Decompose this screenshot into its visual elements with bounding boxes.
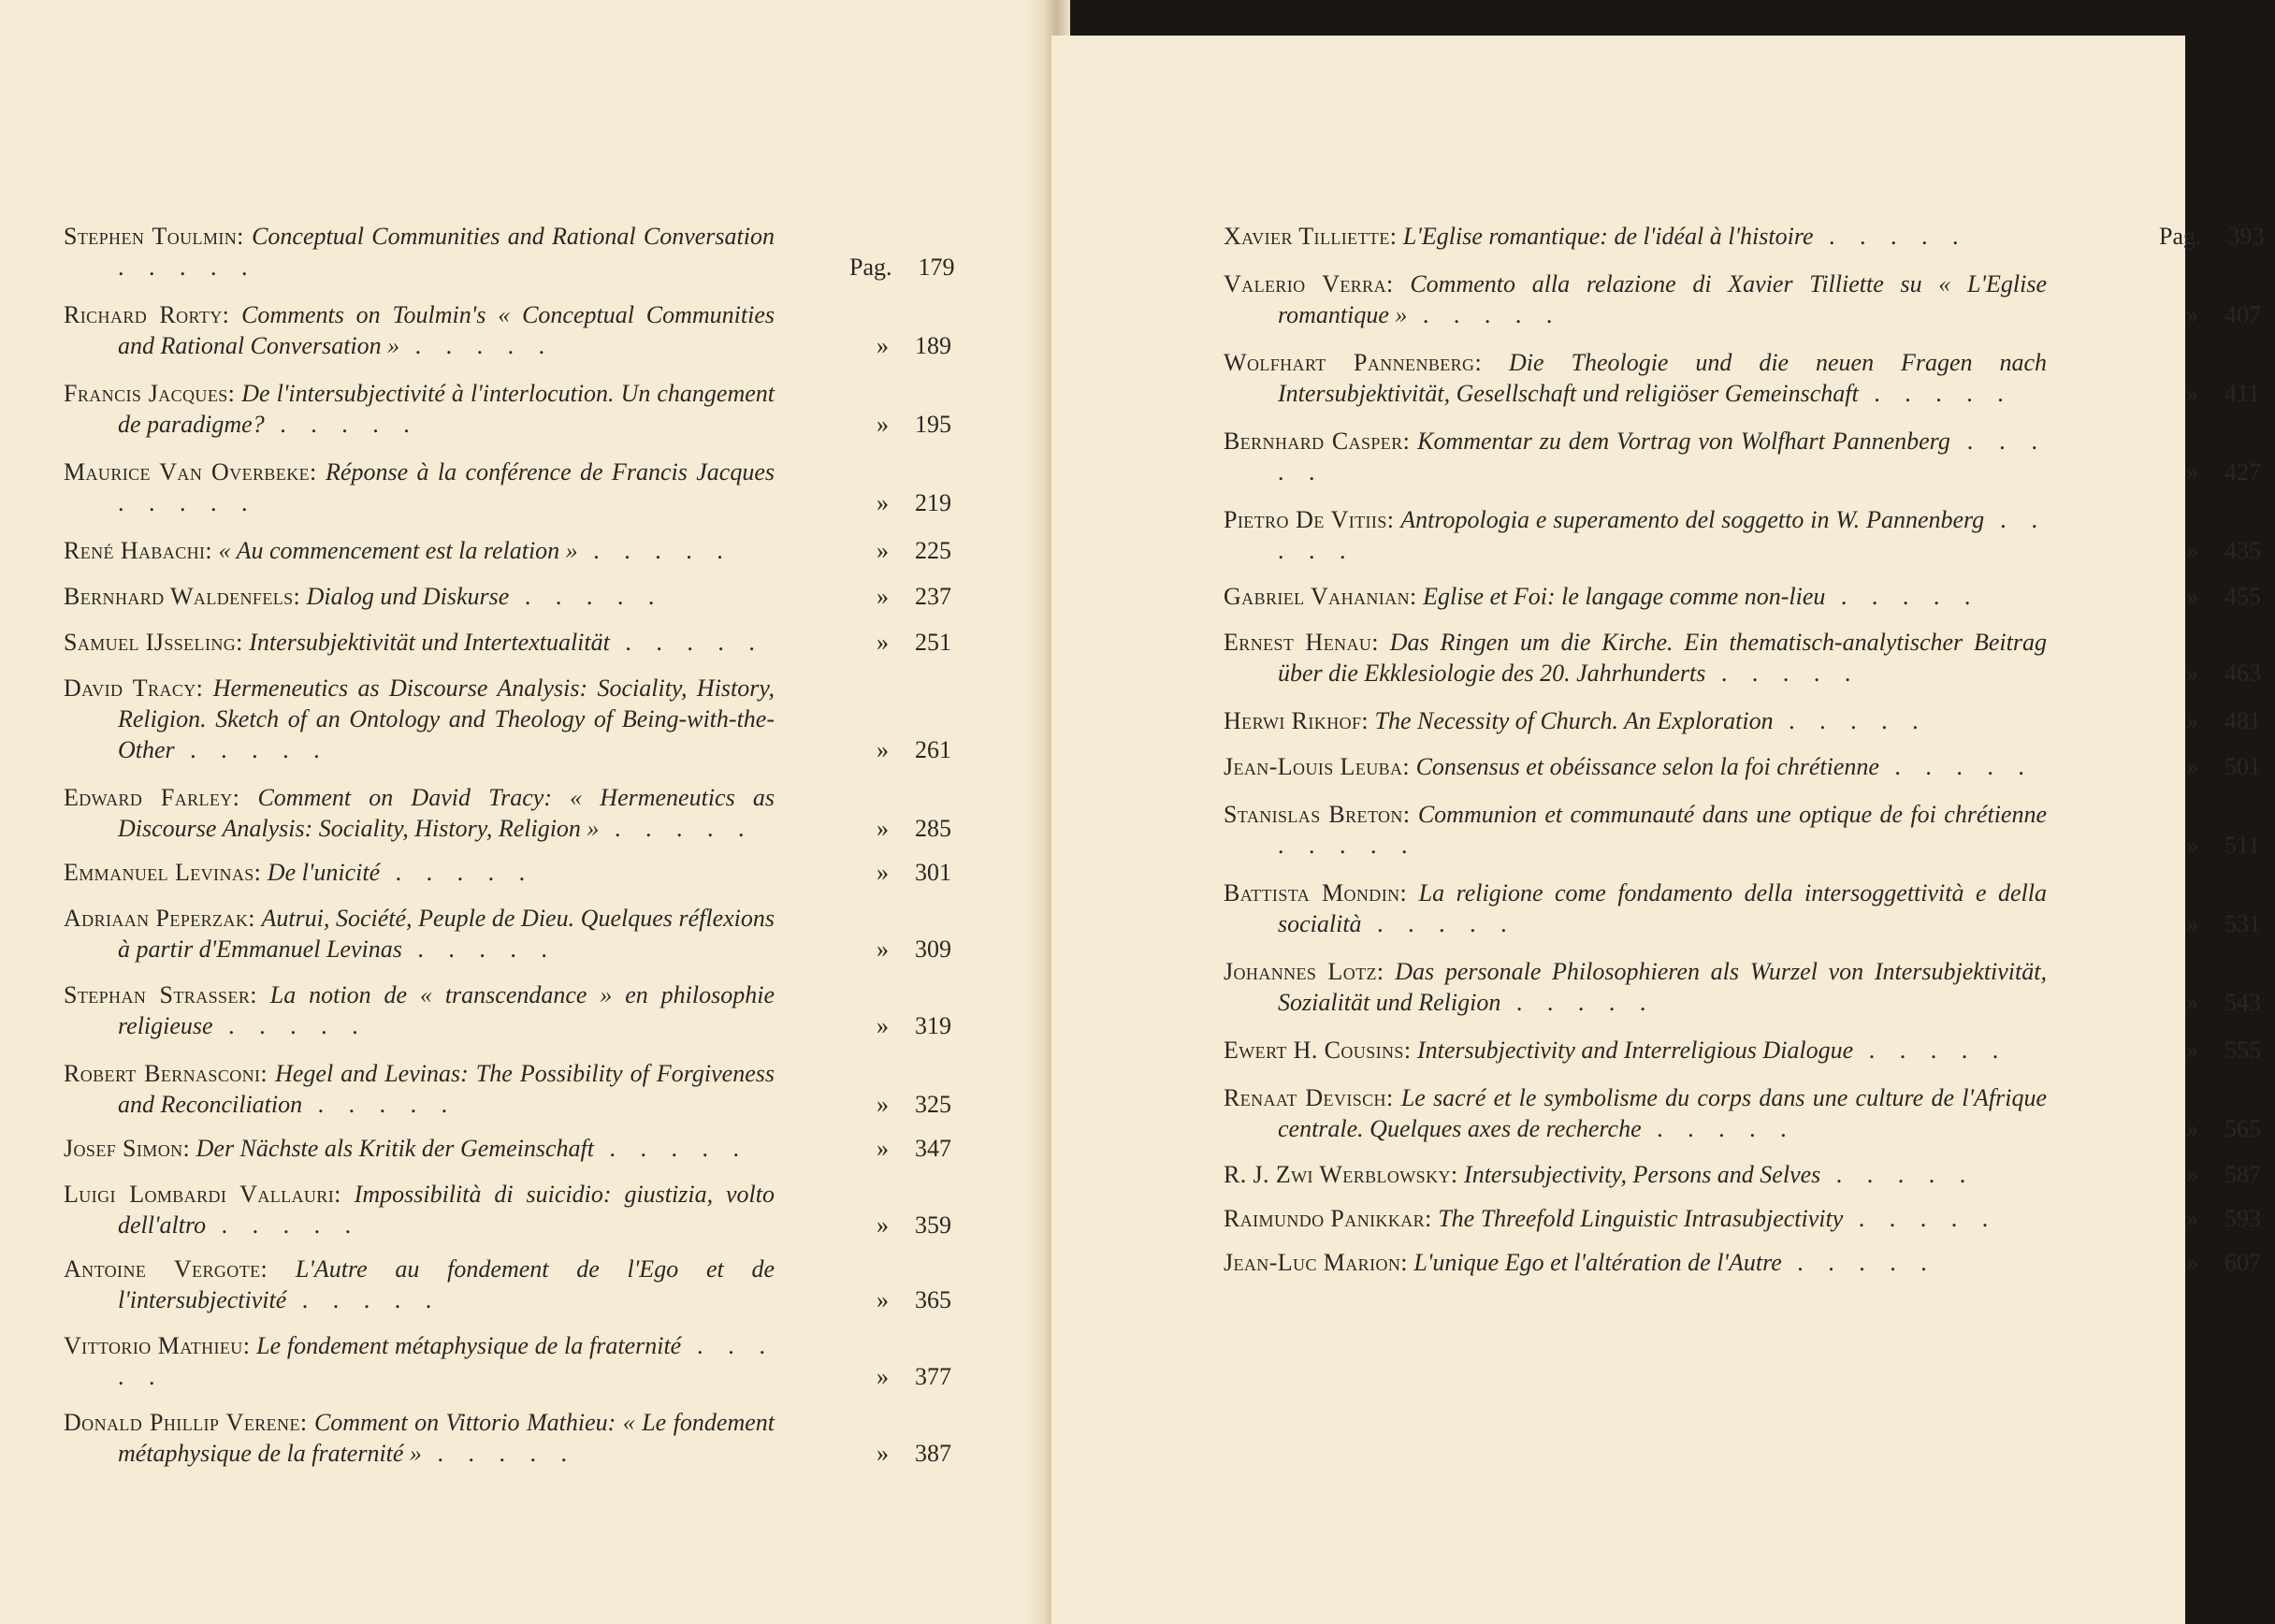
toc-entry [1224, 1159, 2261, 1190]
page-number: 463 [2224, 660, 2261, 687]
page-marker: » [877, 736, 889, 763]
work-title: Consensus et obéissance selon la foi chrétienne [1415, 753, 1879, 780]
toc-entry-text [64, 1058, 906, 1120]
page-reference [2159, 1113, 2271, 1144]
page-number: 377 [915, 1363, 951, 1390]
toc-entry-text [64, 535, 906, 566]
author-name: Donald Phillip Verene: [64, 1409, 308, 1436]
page-marker: » [877, 583, 889, 610]
author-name: David Tracy: [64, 674, 204, 702]
page-number: 237 [915, 583, 951, 610]
work-title: Hegel and Levinas: The Possibility of Forgiveness and Reconciliation [118, 1060, 775, 1118]
toc-entry [64, 1330, 951, 1392]
work-title: Comment on Vittorio Mathieu: « Le fondement métaphysique de la fraternité » [118, 1409, 775, 1467]
toc-entry-text [64, 1179, 906, 1240]
page-reference [2159, 1247, 2271, 1278]
toc-entry-text [1224, 799, 2178, 861]
page-reference [2159, 830, 2271, 861]
author-name: Pietro De Vitiis: [1224, 506, 1395, 533]
page-reference [849, 934, 962, 964]
work-title: L'Autre au fondement de l'Ego et de l'intersubjectivité [118, 1255, 775, 1313]
toc-entry-text [1224, 1082, 2178, 1144]
leader-dots: . . . . . [380, 859, 535, 886]
page-reference [849, 1361, 962, 1392]
leader-dots: . . . . . [401, 935, 557, 963]
page-reference [849, 627, 962, 658]
work-title: Dialog und Diskurse [306, 583, 510, 610]
page-marker: » [2186, 753, 2198, 780]
author-name: Samuel IJsseling: [64, 629, 243, 656]
author-name: Xavier Tilliette: [1224, 223, 1398, 250]
author-name: Vittorio Mathieu: [64, 1332, 251, 1359]
author-name: Adriaan Peperzak: [64, 905, 255, 932]
toc-entry [1224, 504, 2261, 566]
page-number: 179 [918, 254, 955, 281]
page-reference [849, 1284, 962, 1315]
toc-entry [1224, 581, 2261, 612]
toc-entry [1224, 347, 2261, 409]
work-title: De l'unicité [267, 859, 381, 886]
page-marker: » [877, 1363, 889, 1390]
toc-entry [64, 457, 951, 518]
page-marker: » [2186, 458, 2198, 486]
author-name: Antoine Vergote: [64, 1255, 268, 1283]
toc-entry-text [1224, 581, 2178, 612]
toc-entry-text [1224, 268, 2178, 330]
page-reference [2159, 987, 2271, 1018]
leader-dots: . . . . . [1813, 223, 1968, 250]
page-number: 501 [2224, 753, 2261, 780]
author-name: Stephen Toulmin: [64, 223, 244, 250]
page-reference [2159, 581, 2271, 612]
page-number: 555 [2224, 1037, 2261, 1064]
author-name: Stanislas Breton: [1224, 801, 1411, 828]
toc-entry-text [1224, 1203, 2178, 1234]
leader-dots: . . . . . [1773, 707, 1928, 734]
page-reference [2159, 378, 2271, 409]
page-reference [849, 1010, 962, 1041]
toc-entry [64, 979, 951, 1041]
toc-entry-text [64, 1407, 906, 1469]
leader-dots: . . . . . [421, 1440, 576, 1467]
page-marker: » [877, 537, 889, 564]
toc-entry-text [1224, 347, 2178, 409]
work-title: Der Nächste als Kritik der Gemeinschaft [196, 1135, 594, 1162]
page-number: 189 [915, 332, 951, 359]
leader-dots: . . . . . [174, 736, 329, 763]
page-number: 365 [915, 1286, 951, 1313]
leader-dots: . . . . . [1500, 989, 1656, 1016]
page-marker: » [2186, 660, 2198, 687]
work-title: Antropologia e superamento del soggetto in W. Pannenberg [1400, 506, 1985, 533]
work-title: Intersubjektivität und Intertextualität [249, 629, 610, 656]
author-name: Gabriel Vahanian: [1224, 583, 1417, 610]
author-name: Maurice Van Overbeke: [64, 458, 317, 486]
page-number: 435 [2224, 537, 2261, 564]
toc-entry-text [64, 299, 906, 361]
toc-entry-text [64, 782, 906, 844]
author-name: Renaat Devisch: [1224, 1084, 1394, 1111]
toc-entry [64, 857, 951, 888]
page-reference [849, 857, 962, 888]
page-number: 411 [2224, 380, 2261, 407]
page-marker: » [2186, 537, 2198, 564]
leader-dots: . . . . . [264, 411, 419, 438]
toc-entry [1224, 268, 2261, 330]
work-title: Impossibilità di suicidio: giustizia, volto dell'altro [118, 1181, 775, 1239]
page-marker: » [2186, 583, 2198, 610]
leader-dots: . . . . . [1641, 1115, 1796, 1142]
page-reference [849, 535, 962, 566]
work-title: Réponse à la conférence de Francis Jacques [326, 458, 775, 486]
page-marker: » [2186, 989, 2198, 1016]
leader-dots: . . . . . [206, 1211, 361, 1239]
toc-entry [1224, 1082, 2261, 1144]
work-title: L'Eglise romantique: de l'idéal à l'histoire [1402, 223, 1814, 250]
leader-dots: . . . . . [609, 629, 764, 656]
work-title: Le sacré et le symbolisme du corps dans une culture de l'Afrique centrale. Quelques axes de recherche [1278, 1084, 2048, 1142]
work-title: La notion de « transcendance » en philosophie religieuse [118, 981, 775, 1039]
page-reference [849, 1089, 962, 1120]
leader-dots: . . . . . [118, 1332, 775, 1390]
page-marker: » [2186, 380, 2198, 407]
leader-dots: . . . . . [1361, 910, 1516, 937]
work-title: La religione come fondamento della intersoggettività e della socialità [1278, 879, 2047, 937]
page-number: 319 [915, 1012, 951, 1039]
leader-dots: . . . . . [509, 583, 664, 610]
page-marker: » [2186, 832, 2198, 859]
page-marker: » [2186, 1037, 2198, 1064]
page-number: 359 [915, 1211, 951, 1239]
toc-entry-text [1224, 504, 2178, 566]
work-title: Kommentar zu dem Vortrag von Wolfhart Pannenberg [1417, 428, 1950, 455]
toc-entry-text [64, 581, 906, 612]
author-name: Herwi Rikhof: [1224, 707, 1369, 734]
page-marker: » [877, 1286, 889, 1313]
toc-entry [64, 782, 951, 844]
toc-entry-text [64, 627, 906, 658]
page-marker: » [877, 1135, 889, 1162]
leader-dots: . . . . . [302, 1091, 457, 1118]
work-title: Das Ringen um die Kirche. Ein thematisch-analytischer Beitrag über die Ekklesiologie des 20. Jahrhunderts [1278, 629, 2047, 687]
toc-entry [1224, 627, 2261, 689]
leader-dots: . . . . . [1705, 660, 1861, 687]
toc-entry-text [64, 903, 906, 964]
page-number: 593 [2224, 1205, 2261, 1232]
toc-entry [1224, 1035, 2261, 1066]
toc-entry [64, 627, 951, 658]
toc-entry [1224, 956, 2261, 1018]
toc-entry [64, 1179, 951, 1240]
toc-entry-text [1224, 956, 2178, 1018]
page-marker: » [877, 1211, 889, 1239]
leader-dots: . . . . . [1825, 583, 1980, 610]
page-marker: Pag. [2159, 223, 2202, 250]
work-title: Hermeneutics as Discourse Analysis: Sociality, History, Religion. Sketch of an Ontology and Theology of Being-with-the-Other [118, 674, 775, 763]
page-reference [2159, 908, 2271, 939]
toc-entry [1224, 705, 2261, 736]
leader-dots: . . . . . [1781, 1249, 1936, 1276]
toc-entry-text [1224, 877, 2178, 939]
toc-entry-text [64, 457, 906, 518]
toc-entry [64, 1407, 951, 1469]
page-marker: » [877, 815, 889, 842]
leader-dots: . . . . . [118, 254, 257, 281]
page-number: 481 [2224, 707, 2261, 734]
work-title: Eglise et Foi: le langage comme non-lieu [1423, 583, 1826, 610]
author-name: Robert Bernasconi: [64, 1060, 268, 1087]
page-reference [849, 734, 962, 765]
leader-dots: . . . . . [399, 332, 555, 359]
page-number: 195 [915, 411, 951, 438]
work-title: De l'intersubjectivité à l'interlocution. Un changement de paradigme? [118, 380, 775, 438]
author-name: Ernest Henau: [1224, 629, 1379, 656]
toc-entry [64, 1133, 951, 1164]
work-title: Commento alla relazione di Xavier Tilliette su « L'Eglise romantique » [1278, 270, 2047, 328]
leader-dots: . . . . . [1278, 428, 2048, 486]
toc-entry [64, 299, 951, 361]
work-title: Das personale Philosophieren als Wurzel von Intersubjektivität, Sozialität und Religion [1278, 958, 2047, 1016]
page-number: 565 [2224, 1115, 2261, 1142]
page-number: 347 [915, 1135, 951, 1162]
page-reference [849, 1210, 962, 1240]
author-name: Valerio Verra: [1224, 270, 1394, 297]
page-reference [849, 1133, 962, 1164]
work-title: Le fondement métaphysique de la fraternité [256, 1332, 682, 1359]
work-title: Autrui, Société, Peuple de Dieu. Quelques réflexions à partir d'Emmanuel Levinas [118, 905, 775, 963]
page-number: 251 [915, 629, 951, 656]
page-reference [2159, 457, 2271, 487]
toc-entry-text [1224, 1159, 2178, 1190]
work-title: Comment on David Tracy: « Hermeneutics as Discourse Analysis: Sociality, History, Religion » [118, 784, 775, 842]
work-title: The Threefold Linguistic Intrasubjectivity [1438, 1205, 1844, 1232]
leader-dots: . . . . . [577, 537, 732, 564]
page-marker: » [877, 1091, 889, 1118]
work-title: « Au commencement est la relation » [218, 537, 578, 564]
leader-dots: . . . . . [1858, 380, 2013, 407]
author-name: R. J. Zwi Werblowsky: [1224, 1161, 1458, 1188]
page-marker: » [2186, 1115, 2198, 1142]
toc-entry [64, 221, 955, 283]
toc-entry-text [64, 378, 906, 440]
leader-dots: . . . . . [118, 489, 257, 516]
author-name: Jean-Louis Leuba: [1224, 753, 1411, 780]
toc-entry [64, 673, 951, 765]
author-name: Francis Jacques: [64, 380, 236, 407]
work-title: Communion et communauté dans une optique de foi chrétienne [1417, 801, 2048, 828]
toc-entry-text [64, 979, 906, 1041]
page-number: 261 [915, 736, 951, 763]
author-name: Luigi Lombardi Vallauri: [64, 1181, 341, 1208]
toc-entry-text [1224, 627, 2178, 689]
toc-entry-text [1224, 1035, 2178, 1066]
toc-entry [1224, 221, 2265, 252]
author-name: Battista Mondin: [1224, 879, 1408, 906]
author-name: Johannes Lotz: [1224, 958, 1384, 985]
leader-dots: . . . . . [1878, 753, 2034, 780]
page-reference [2159, 705, 2271, 736]
author-name: Wolfhart Pannenberg: [1224, 349, 1483, 376]
work-title: Intersubjectivity, Persons and Selves [1464, 1161, 1821, 1188]
work-title: Comments on Toulmin's « Conceptual Communities and Rational Conversation » [118, 301, 775, 359]
toc-entry [64, 903, 951, 964]
page-number: 511 [2224, 832, 2261, 859]
author-name: René Habachi: [64, 537, 213, 564]
page-marker: » [877, 1440, 889, 1467]
toc-entry-text [64, 673, 906, 765]
page-number: 455 [2224, 583, 2261, 610]
page-marker: » [877, 489, 889, 516]
author-name: Bernhard Waldenfels: [64, 583, 301, 610]
author-name: Jean-Luc Marion: [1224, 1249, 1408, 1276]
toc-entry [1224, 799, 2261, 861]
author-name: Bernhard Casper: [1224, 428, 1411, 455]
toc-entry-text [64, 1133, 906, 1164]
page-number: 387 [915, 1440, 951, 1467]
toc-entry-text [64, 221, 906, 283]
leader-dots: . . . . . [1278, 832, 1417, 859]
toc-entry [1224, 426, 2261, 487]
page-reference [2159, 751, 2271, 782]
page-number: 285 [915, 815, 951, 842]
author-name: Emmanuel Levinas: [64, 859, 262, 886]
right-page [1051, 36, 2265, 1624]
toc-entry [64, 378, 951, 440]
toc-entry-text [64, 1254, 906, 1315]
leader-dots: . . . . . [599, 815, 754, 842]
page-reference [2159, 1203, 2271, 1234]
table-of-contents-right [1224, 206, 2265, 1278]
left-page [0, 0, 1044, 1624]
toc-entry [1224, 751, 2261, 782]
toc-entry-text [1224, 426, 2178, 487]
page-reference [2159, 1159, 2271, 1190]
page-marker: » [2186, 1205, 2198, 1232]
work-title: Conceptual Communities and Rational Conversation [252, 223, 775, 250]
author-name: Stephan Strasser: [64, 981, 257, 1008]
author-name: Raimundo Panikkar: [1224, 1205, 1432, 1232]
leader-dots: . . . . . [1853, 1037, 2008, 1064]
page-marker: » [2186, 707, 2198, 734]
page-marker: » [877, 1012, 889, 1039]
leader-dots: . . . . . [1820, 1161, 1976, 1188]
page-reference [849, 581, 962, 612]
table-of-contents-left [64, 206, 955, 1469]
page-number: 301 [915, 859, 951, 886]
page-marker: » [877, 935, 889, 963]
toc-entry [1224, 1247, 2261, 1278]
toc-entry [64, 1254, 951, 1315]
leader-dots: . . . . . [1278, 506, 2048, 564]
page-marker: » [877, 859, 889, 886]
page-marker: » [2186, 1249, 2198, 1276]
page-reference [849, 813, 962, 844]
page-marker: » [877, 332, 889, 359]
toc-entry-text [1224, 751, 2178, 782]
leader-dots: . . . . . [286, 1286, 442, 1313]
toc-entry-text [1224, 705, 2178, 736]
leader-dots: . . . . . [1843, 1205, 1998, 1232]
toc-entry-text [64, 857, 906, 888]
work-title: Intersubjectivity and Interreligious Dialogue [1416, 1037, 1854, 1064]
author-name: Edward Farley: [64, 784, 240, 811]
page-marker: Pag. [849, 254, 892, 281]
page-reference [2159, 1035, 2271, 1066]
page-reference [2159, 658, 2271, 689]
leader-dots: . . . . . [212, 1012, 368, 1039]
work-title: The Necessity of Church. An Exploration [1374, 707, 1774, 734]
page-number: 225 [915, 537, 951, 564]
work-title: Die Theologie und die neuen Fragen nach Intersubjektivität, Gesellschaft und religiöser Gemeinschaft [1278, 349, 2048, 407]
page-number: 325 [915, 1091, 951, 1118]
page-reference [849, 487, 962, 518]
page-reference [2159, 299, 2271, 330]
toc-entry-text [1224, 221, 2178, 252]
toc-entry [64, 581, 951, 612]
toc-entry-text [1224, 1247, 2178, 1278]
page-number: 531 [2224, 910, 2261, 937]
page-number: 587 [2224, 1161, 2261, 1188]
work-title: L'unique Ego et l'altération de l'Autre [1413, 1249, 1782, 1276]
page-reference [2159, 535, 2271, 566]
page-reference [849, 252, 962, 283]
page-marker: » [2186, 301, 2198, 328]
page-marker: » [877, 411, 889, 438]
author-name: Ewert H. Cousins: [1224, 1037, 1412, 1064]
page-number: 407 [2224, 301, 2261, 328]
page-number: 309 [915, 935, 951, 963]
page-marker: » [877, 629, 889, 656]
page-reference [849, 409, 962, 440]
author-name: Josef Simon: [64, 1135, 191, 1162]
author-name: Richard Rorty: [64, 301, 230, 328]
page-reference [2159, 221, 2271, 252]
page-marker: » [2186, 1161, 2198, 1188]
page-number: 543 [2224, 989, 2261, 1016]
toc-entry [1224, 877, 2261, 939]
page-number: 427 [2224, 458, 2261, 486]
page-reference [849, 1438, 962, 1469]
page-number: 393 [2227, 223, 2265, 250]
page-reference [849, 330, 962, 361]
page-number: 219 [915, 489, 951, 516]
leader-dots: . . . . . [1407, 301, 1562, 328]
page-marker: » [2186, 910, 2198, 937]
page-number: 607 [2224, 1249, 2261, 1276]
toc-entry [64, 1058, 951, 1120]
toc-entry [64, 535, 951, 566]
leader-dots: . . . . . [593, 1135, 748, 1162]
toc-entry-text [64, 1330, 906, 1392]
toc-entry [1224, 1203, 2261, 1234]
